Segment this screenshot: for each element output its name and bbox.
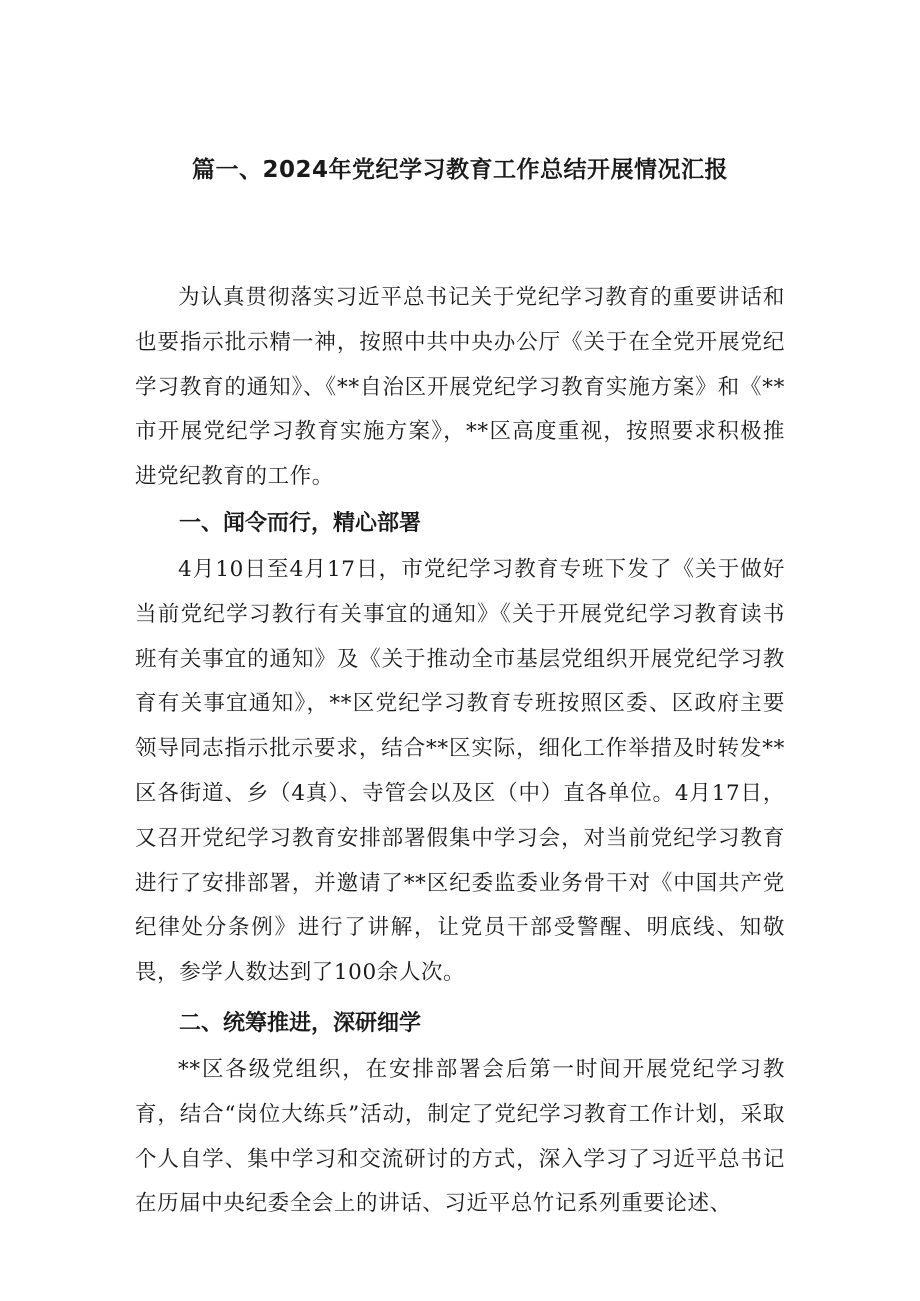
document-title: 篇一、2024年党纪学习教育工作总结开展情况汇报: [191, 157, 728, 183]
document-body: [135, 276, 785, 1227]
section-paragraph-2: **区各级党组织，在安排部署会后第一时间开展党纪学习教育，结合“岗位大练兵”活动，制定了党纪学习教育工作计划，采取个人自学、集中学习和交流研讨的方式，深入学习了习近平总书记在历届中央纪委全会上的讲话、习近平总竹记系列重要论述、: [135, 1056, 785, 1217]
section-heading-1: 一、闻令而行，精心部署: [179, 510, 422, 536]
section-paragraph-1: 4月10日至4月17日，市党纪学习教育专班下发了《关于做好当前党纪学习教行有关事宜的通知》《关于开展党纪学习教育读书班有关事宜的通知》及《关于推动全市基层党组织开展党纪学习教育有关事宜通知》，**区党纪学习教育专班按照区委、区政府主要领导同志指示批示要求，结合**区实际，细化工作举措及时转发**区各街道、乡（4真）、寺管会以及区（中）直各单位。4月17日，又召开党纪学习教育安排部署假集中学习会，对当前党纪学习教育进行了安排部署，并邀请了**区纪委监委业务骨干对《中国共产党纪律处分条例》进行了讲解，让党员干部受警醒、明底线、知敬畏，参学人数达到了100余人次。: [135, 556, 785, 986]
intro-paragraph: 为认真贯彻落实习近平总书记关于党纪学习教育的重要讲话和也要指示批示精一神，按照中共中央办公厅《关于在全党开展党纪学习教育的通知》、《**自治区开展党纪学习教育实施方案》和《**市开展党纪学习教育实施方案》，**区高度重视，按照要求积极推进党纪教育的工作。: [135, 285, 785, 490]
section-heading-2: 二、统筹推进，深研细学: [179, 1010, 422, 1036]
